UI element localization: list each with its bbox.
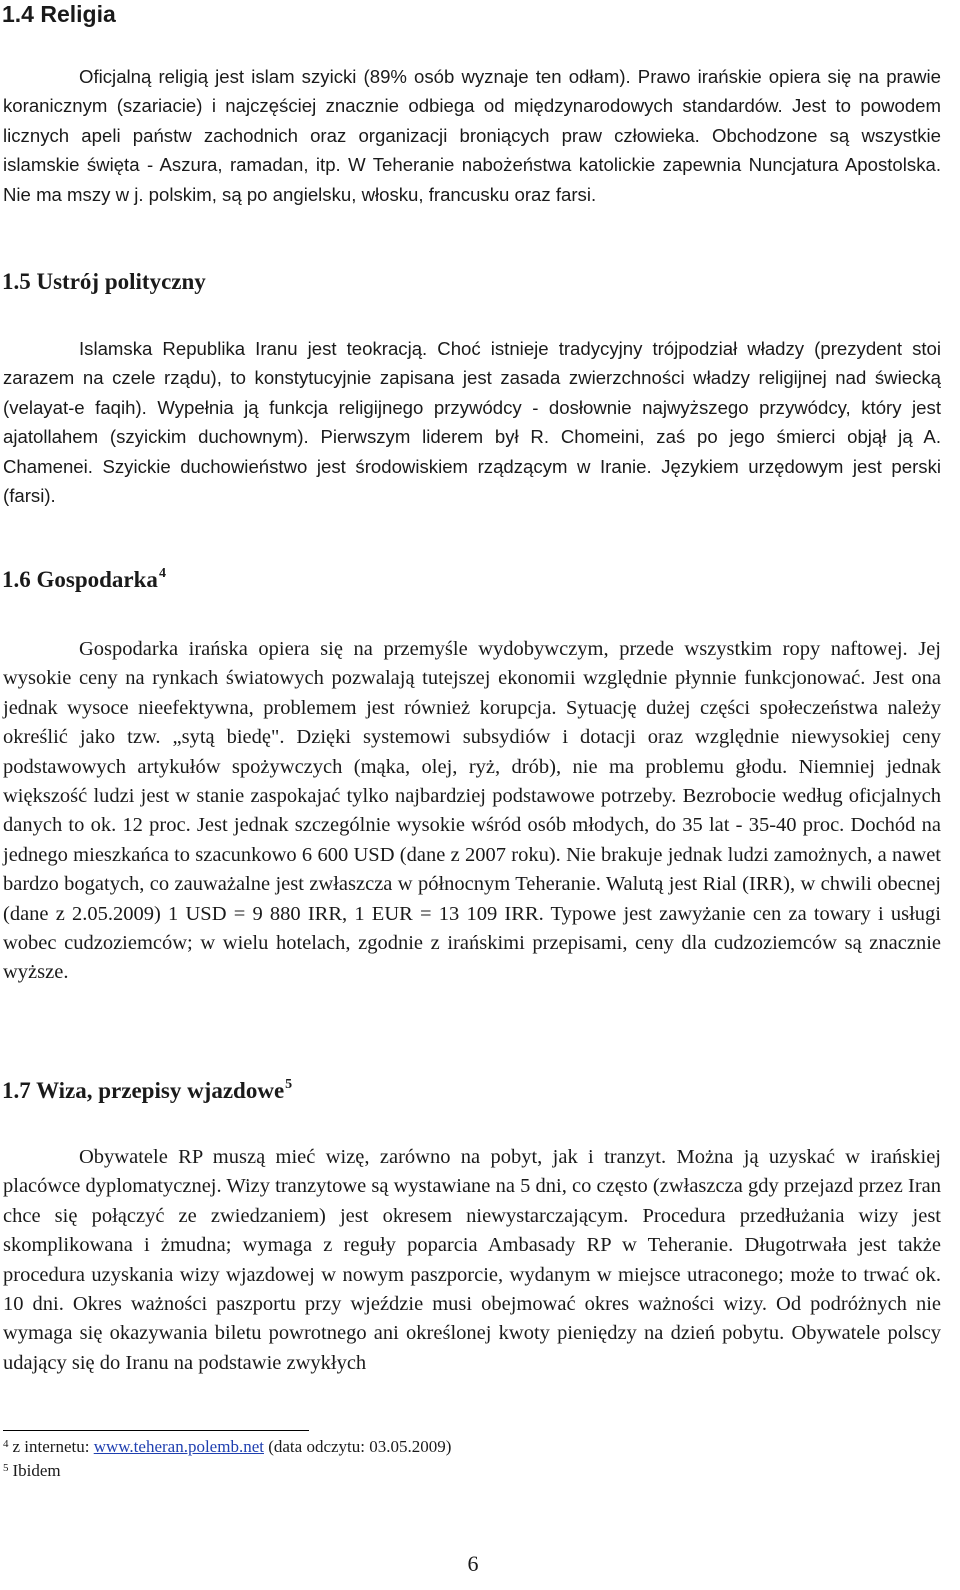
paragraph-religia: Oficjalną religią jest islam szyicki (89% osób wyznaje ten odłam). Prawo irańskie opiera się na prawie koranicznym (szariacie) i najczęściej znacznie odbiega od międzynarodowych standardów. Jest to powodem licznych apeli państw zachodnich oraz organizacji broniących praw człowieka. Obchodzone są wszystkie islamskie święta - Aszura, ramadan, itp. W Teheranie nabożeństwa katolickie zapewnia Nuncjatura Apostolska. Nie ma mszy w j. polskim, są po angielsku, włosku, francusku oraz farsi. (3, 66, 941, 205)
footnote-number-5: 5 (3, 1462, 9, 1474)
section-heading-wiza (2, 1077, 292, 1105)
section-title-wiza: 1.7 Wiza, przepisy wjazdowe (2, 1078, 285, 1103)
paragraph-wiza: Obywatele RP muszą mieć wizę, zarówno na pobyt, jak i tranzyt. Można ją uzyskać w irańskiej placówce dyplomatycznej. Wizy tranzytowe są wystawiane na 5 dni, co często (zwłaszcza gdy przejazd przez Iran chce się połączyć ze zwiedzaniem) jest okresem niewystarczającym. Procedura przedłużania wizy jest skomplikowana i żmudna; wymaga z reguły poparcia Ambasady RP w Teheranie. Długotrwała jest także procedura uzyskania wizy wjazdowej w nowym paszporcie, wydanym w miejsce utraconego; może to trwać ok. 10 dni. Okres ważności paszportu przy wjeździe musi obejmować okres ważności wizy. Od podróżnych nie wymaga się okazywania biletu powrotnego ani określonej kwoty pieniędzy na dzień pobytu. Obywatele polscy udający się do Iranu na podstawie zwykłych (3, 1146, 941, 1374)
section-heading-gospodarka (2, 566, 166, 594)
footnote-ref-4[interactable]: 4 (158, 566, 166, 581)
section-heading-religia: 1.4 Religia (2, 1, 116, 27)
section-heading-ustroj: 1.5 Ustrój polityczny (2, 269, 206, 294)
footnote-divider (3, 1430, 309, 1431)
footnote-ref-5[interactable]: 5 (285, 1077, 293, 1092)
section-title-gospodarka: 1.6 Gospodarka (2, 567, 158, 592)
footnote-4 (3, 1436, 451, 1458)
footnote-5-text: Ibidem (12, 1461, 61, 1480)
footnote-5 (3, 1460, 61, 1482)
footnote-4-suffix: (data odczytu: 03.05.2009) (263, 1437, 452, 1456)
footnote-4-link[interactable]: www.teheran.polemb.net (93, 1437, 264, 1456)
paragraph-gospodarka: Gospodarka irańska opiera się na przemyśle wydobywczym, przede wszystkim ropy naftowej. Jej wysokie ceny na rynkach światowych pozwalają tutejszej ekonomii względnie płynnie funkcjonować. Jest ona jednak wysoce nieefektywna, problemem jest również korupcja. Sytuację dużej części społeczeństwa należy określić jako tzw. „sytą biedę". Dzięki systemowi subsydiów i dotacji oraz względnie niewysokiej ceny podstawowych artykułów spożywczych (mąka, olej, ryż, drób), nie ma problemu głodu. Niemniej jednak większość ludzi jest w stanie zaspokajać tylko najbardziej podstawowe potrzeby. Bezrobocie według oficjalnych danych to ok. 12 proc. Jest jednak szczególnie wysokie wśród osób młodych, do 35 lat - 35-40 proc. Dochód na jednego mieszkańca to szacunkowo 6 600 USD (dane z 2007 roku). Nie brakuje jednak ludzi zamożnych, a nawet bardzo bogatych, co zauważalne jest zwłaszcza w północnym Teheranie. Walutą jest Rial (IRR), w chwili obecnej (dane z 2.05.2009) 1 USD = 9 880 IRR, 1 EUR = 13 109 IRR. Typowe jest zawyżanie cen za towary i usługi wobec cudzoziemców; w wielu hotelach, zgodnie z irańskimi przepisami, ceny dla cudzoziemców są znacznie wyższe. (3, 638, 941, 984)
page-number: 6 (467, 1551, 479, 1576)
footnote-4-prefix: z internetu: (12, 1437, 94, 1456)
footnote-number-4: 4 (3, 1438, 9, 1450)
paragraph-ustroj: Islamska Republika Iranu jest teokracją. Choć istnieje tradycyjny trójpodział władzy (prezydent stoi zarazem na czele rządu), to konstytucyjnie zapisana jest zasada zwierzchności władzy religijnej nad świecką (velayat-e faqih). Wypełnia ją funkcja religijnego przywódcy - dosłownie najwyższego przywódcy, który jest ajatollahem (szyickim duchownym). Pierwszym liderem był R. Chomeini, zaś po jego śmierci objął ją A. Chamenei. Szyickie duchowieństwo jest środowiskiem rządzącym w Iranie. Językiem urzędowym jest perski (farsi). (3, 338, 941, 507)
